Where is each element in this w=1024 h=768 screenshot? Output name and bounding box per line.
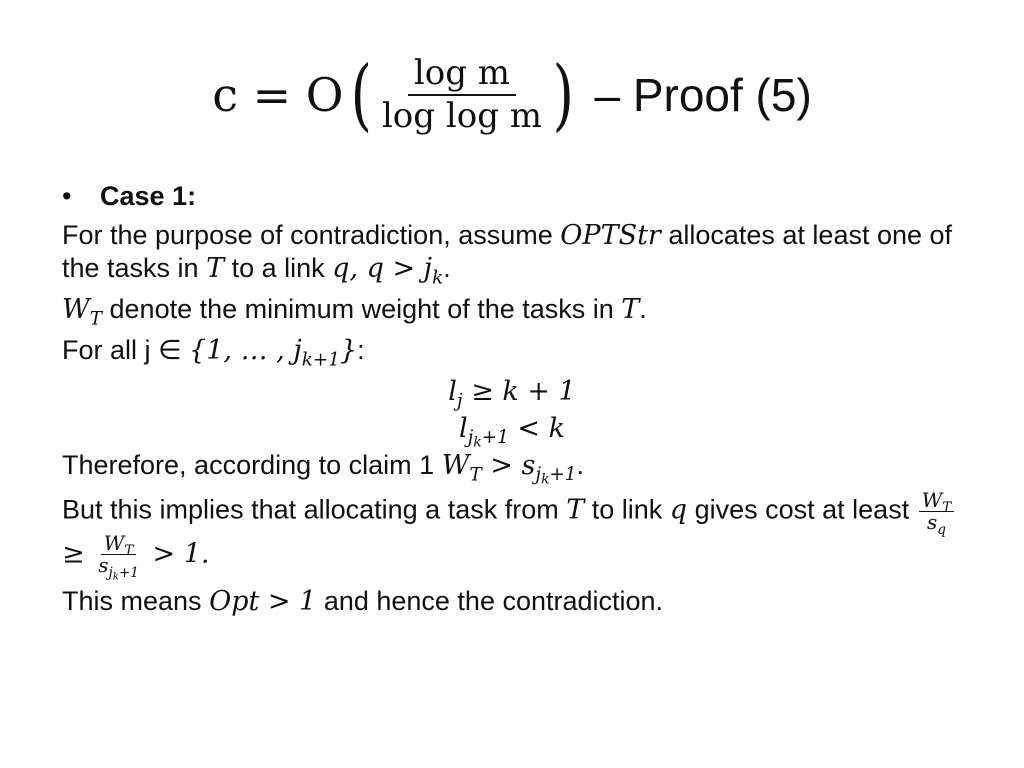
math-subsubscript: k (541, 471, 550, 488)
title-left-paren: ( (350, 50, 372, 140)
math-opt: Opt (209, 586, 260, 618)
paragraph-implication (62, 488, 962, 583)
text-run: allocates at least one of the tasks in (62, 220, 953, 283)
slide-body (62, 180, 962, 626)
text-run: This means (62, 586, 210, 617)
bullet-icon: • (62, 181, 72, 211)
math-subscript: j (108, 564, 113, 581)
title-lhs: c = O (212, 68, 344, 122)
fraction-denominator (924, 510, 949, 538)
math-l: l (448, 376, 457, 407)
fraction-denominator (95, 553, 142, 583)
text-run: and hence the contradiction. (316, 586, 664, 617)
equation-lj (62, 375, 962, 412)
slide-title (0, 40, 1024, 150)
math-s: > s (481, 450, 536, 481)
text-run: For all j ∈ (62, 335, 190, 365)
text-run: . (443, 253, 451, 283)
math-s: s (98, 553, 109, 577)
paragraph-assumption (62, 219, 962, 289)
math-gt-one: > 1 (259, 586, 317, 618)
title-fraction-denominator: log log m (381, 96, 543, 136)
math-subscript-tail: +1 (118, 564, 139, 581)
math-W: W (62, 294, 90, 325)
math-subscript: T (89, 308, 103, 330)
text-run: . (639, 294, 647, 324)
math-rhs: ≥ k + 1 (462, 376, 576, 407)
fraction-numerator (101, 531, 137, 559)
paragraph-weight-definition (62, 293, 962, 330)
text-run: For the purpose of contradiction, assume (62, 220, 561, 250)
case-label: Case 1: (100, 181, 197, 211)
math-inequality (441, 450, 577, 488)
paragraph-conclusion (62, 585, 962, 618)
math-W: W (921, 488, 943, 512)
math-subscript: T (469, 464, 482, 486)
math-subscript: k+1 (301, 349, 340, 371)
math-subscript: j (535, 464, 542, 486)
math-subscript-group (535, 464, 577, 488)
text-run: Therefore, according to claim 1 (62, 450, 442, 480)
math-l: l (459, 413, 468, 444)
math-subsubscript: k (112, 571, 119, 583)
text-run: But this implies that allocating a task from (62, 494, 567, 525)
math-set-close: } (339, 335, 358, 366)
fraction-WT-over-sq (919, 488, 955, 538)
math-subscript: T (942, 499, 952, 516)
text-run: denote the minimum weight of the tasks in (102, 294, 622, 324)
math-subscript: k (432, 267, 444, 289)
title-right-paren: ) (552, 50, 574, 140)
math-s: s (927, 510, 938, 534)
paragraph-therefore (62, 449, 962, 488)
bullet-item-case1 (62, 180, 962, 213)
math-set (189, 335, 358, 371)
title-fraction (378, 52, 546, 136)
text-run: gives cost at least (687, 494, 917, 525)
text-run: to a link (224, 253, 333, 283)
math-subscript-tail: +1 (481, 427, 509, 449)
math-subsubscript: k (473, 434, 482, 451)
math-W: W (441, 450, 470, 481)
math-q-condition (332, 253, 444, 289)
equation-ljk (62, 412, 962, 451)
math-WT (62, 294, 103, 330)
math-optstr: OPTStr (560, 220, 661, 251)
math-T: T (566, 494, 585, 526)
math-T: T (206, 253, 225, 284)
math-q-text: q, q > j (332, 253, 433, 284)
math-subscript: q (937, 521, 946, 538)
math-subscript-group (108, 565, 138, 581)
math-subscript-group (467, 427, 509, 451)
math-set-text: {1, … , j (189, 335, 302, 366)
title-suffix: – Proof (5) (594, 69, 812, 121)
math-tail: > 1. (143, 538, 210, 570)
paragraph-for-all (62, 334, 962, 371)
title-fraction-numerator: log m (408, 55, 516, 96)
math-subscript: j (467, 427, 474, 449)
text-run: : (357, 335, 365, 365)
math-subscript-tail: +1 (549, 464, 577, 486)
math-geq: ≥ (62, 538, 94, 570)
text-run: to link (584, 494, 670, 525)
math-subscript: T (124, 542, 134, 559)
math-rhs: < k (508, 413, 565, 444)
text-run: . (576, 450, 584, 480)
fraction-WT-over-sjk1 (95, 531, 142, 583)
math-q: q (669, 494, 688, 526)
math-subscript: j (456, 390, 463, 412)
math-T: T (621, 294, 640, 325)
fraction-numerator (919, 488, 955, 516)
math-W: W (103, 531, 125, 555)
